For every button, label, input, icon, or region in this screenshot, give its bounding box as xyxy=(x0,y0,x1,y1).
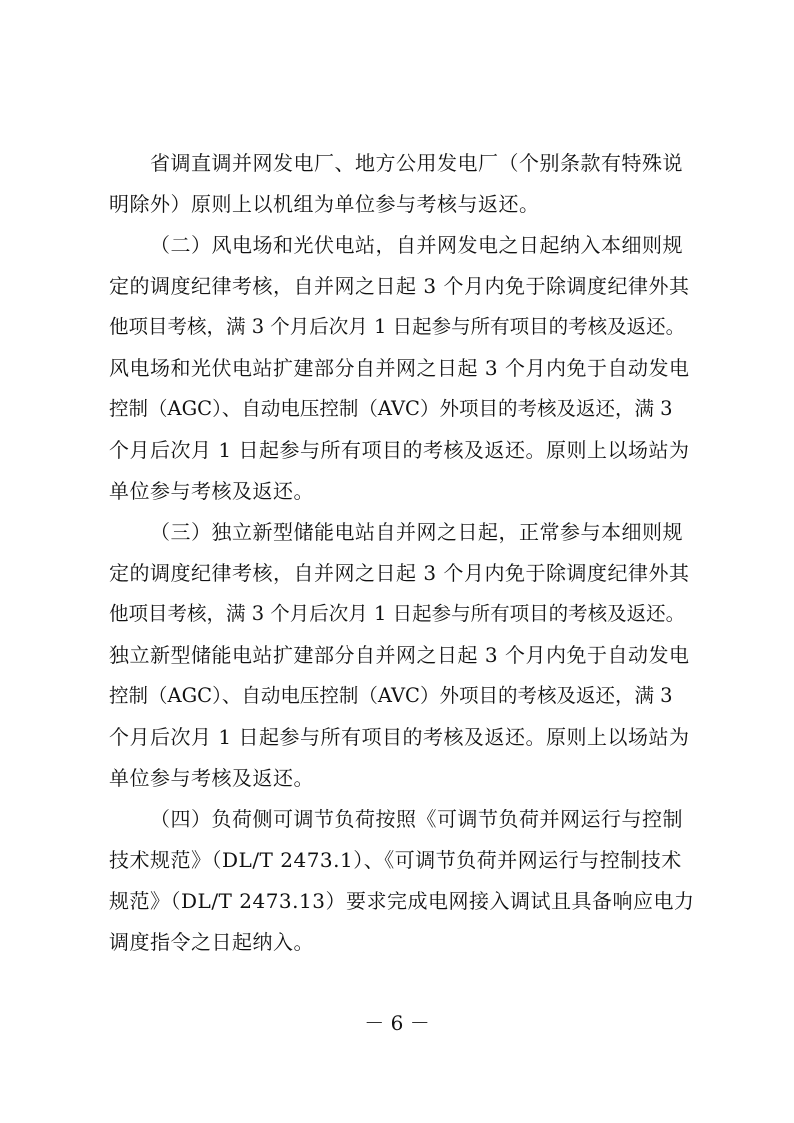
text-line: 规范》（DL/T 2473.13）要求完成电网接入调试且具备响应电力 xyxy=(109,889,695,913)
text-line: 独立新型储能电站扩建部分自并网之日起 3 个月内免于自动发电 xyxy=(109,643,690,667)
text-line: 风电场和光伏电站扩建部分自并网之日起 3 个月内免于自动发电 xyxy=(109,356,690,380)
text-line: 省调直调并网发电厂、地方公用发电厂（个别条款有特殊说 xyxy=(150,151,683,175)
text-line: 单位参与考核及返还。 xyxy=(109,766,314,790)
text-line: 他项目考核，满 3 个月后次月 1 日起参与所有项目的考核及返还。 xyxy=(109,315,686,338)
text-line: 定的调度纪律考核，自并网之日起 3 个月内免于除调度纪律外其 xyxy=(109,274,690,298)
text-line: 控制（AGC）、自动电压控制（AVC）外项目的考核及返还，满 3 xyxy=(109,684,673,707)
page-number: － 6 － xyxy=(364,1011,430,1035)
text-line: 个月后次月 1 日起参与所有项目的考核及返还。原则上以场站为 xyxy=(109,725,690,749)
text-line: 控制（AGC）、自动电压控制（AVC）外项目的考核及返还，满 3 xyxy=(109,397,673,420)
text-line: 明除外）原则上以机组为单位参与考核与返还。 xyxy=(109,192,540,216)
text-line: （三）独立新型储能电站自并网之日起，正常参与本细则规 xyxy=(150,520,683,544)
text-line: （四）负荷侧可调节负荷按照《可调节负荷并网运行与控制 xyxy=(150,807,683,831)
text-line: 定的调度纪律考核，自并网之日起 3 个月内免于除调度纪律外其 xyxy=(109,561,690,585)
text-line: 单位参与考核及返还。 xyxy=(109,479,314,503)
text-line: 他项目考核，满 3 个月后次月 1 日起参与所有项目的考核及返还。 xyxy=(109,602,686,625)
text-line: 个月后次月 1 日起参与所有项目的考核及返还。原则上以场站为 xyxy=(109,438,690,462)
text-line: （二）风电场和光伏电站，自并网发电之日起纳入本细则规 xyxy=(150,233,683,257)
text-line: 调度指令之日起纳入。 xyxy=(109,930,314,954)
text-line: 技术规范》（DL/T 2473.1）、《可调节负荷并网运行与控制技术 xyxy=(109,848,682,872)
